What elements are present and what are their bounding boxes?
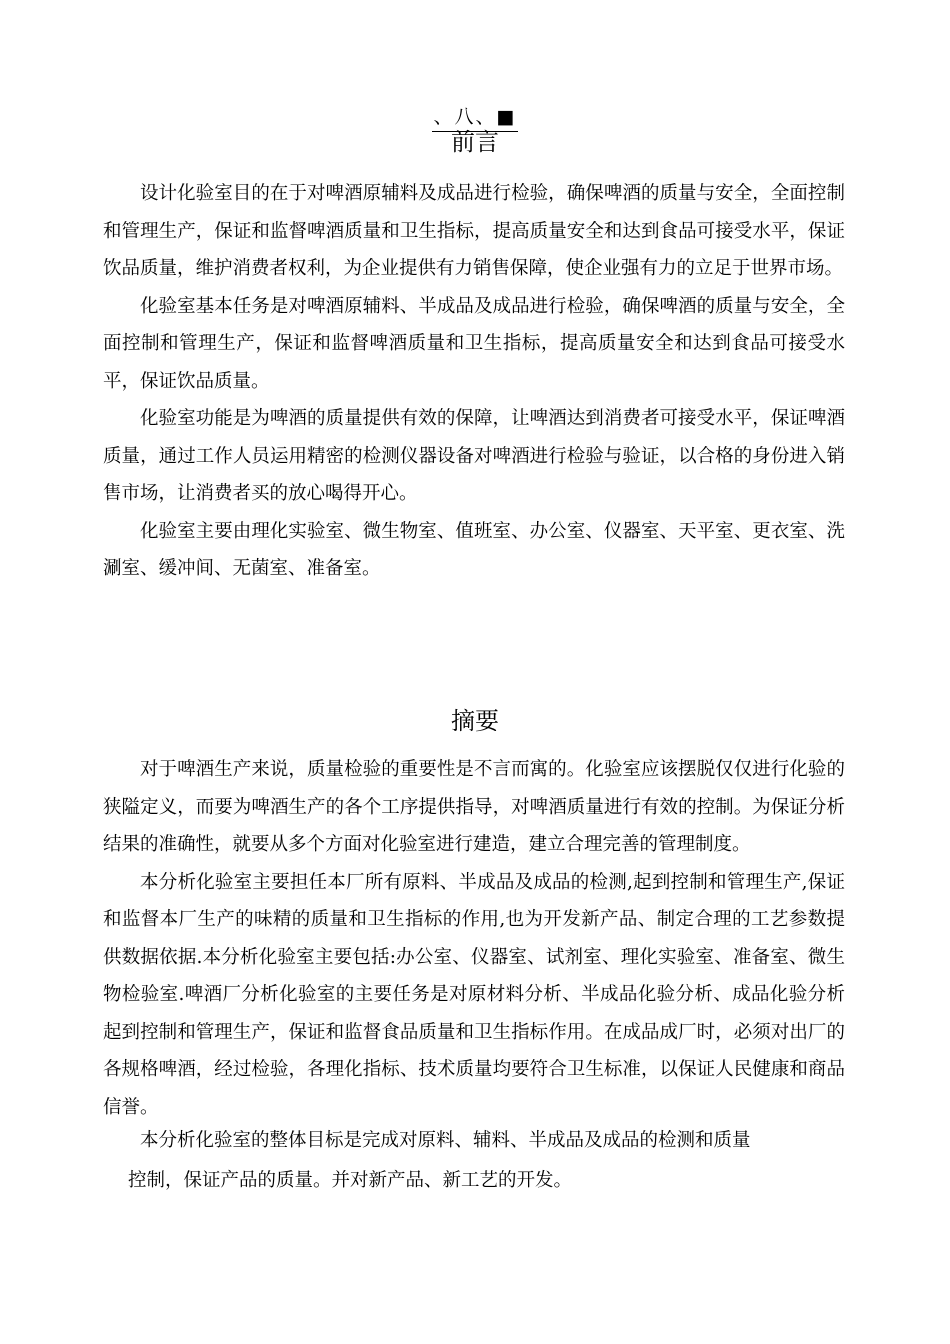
preface-paragraph-2: 化验室基本任务是对啤酒原辅料、半成品及成品进行检验，确保啤酒的质量与安全，全面控制和管理生产，保证和监督啤酒质量和卫生指标，提高质量安全和达到食品可接受水平，保证饮品质量。 bbox=[103, 295, 845, 392]
abstract-final-paragraph-line-1: 本分析化验室的整体目标是完成对原料、辅料、半成品及成品的检测和质量 bbox=[140, 1130, 751, 1151]
header-mark-text: 、八、■ bbox=[432, 104, 519, 132]
preface-paragraph-4: 化验室主要由理化实验室、微生物室、值班室、办公室、仪器室、天平室、更衣室、洗涮室、缓冲间、无菌室、准备室。 bbox=[103, 520, 845, 579]
abstract-paragraph-1: 对于啤酒生产来说，质量检验的重要性是不言而寓的。化验室应该摆脱仅仅进行化验的狭隘定义，而要为啤酒生产的各个工序提供指导，对啤酒质量进行有效的控制。为保证分析结果的准确性，就要从多个方面对化验室进行建造，建立合理完善的管理制度。 bbox=[103, 759, 845, 855]
preface-paragraph-3: 化验室功能是为啤酒的质量提供有效的保障，让啤酒达到消费者可接受水平，保证啤酒质量，通过工作人员运用精密的检测仪器设备对啤酒进行检验与验证，以合格的身份进入销售市场，让消费者买的放心喝得开心。 bbox=[103, 408, 845, 504]
preface-paragraph-1: 设计化验室目的在于对啤酒原辅料及成品进行检验，确保啤酒的质量与安全，全面控制和管理生产，保证和监督啤酒质量和卫生指标，提高质量安全和达到食品可接受水平，保证饮品质量，维护消费者权利，为企业提供有力销售保障，使企业强有力的立足于世界市场。 bbox=[103, 183, 845, 279]
abstract-paragraph-2: 本分析化验室主要担任本厂所有原料、半成品及成品的检测,起到控制和管理生产,保证和监督本厂生产的味精的质量和卫生指标的作用,也为开发新产品、制定合理的工艺参数提供数据依据.本分析化验室主要包括:办公室、仪器室、试剂室、理化实验室、准备室、微生物检验室.啤酒厂分析化验室的主要任务是对原材料分析、半成品化验分析、成品化验分析起到控制和管理生产，保证和监督食品质量和卫生指标作用。在成品成厂时，必须对出厂的各规格啤酒，经过检验，各理化指标、技术质量均要符合卫生标准，以保证人民健康和商品信誉。 bbox=[103, 871, 845, 1118]
abstract-body bbox=[103, 751, 845, 1126]
abstract-final-paragraph-line-2: 控制，保证产品的质量。并对新产品、新工艺的开发。 bbox=[128, 1170, 573, 1191]
preface-body bbox=[103, 175, 845, 588]
preface-title: 前言 bbox=[451, 128, 499, 156]
abstract-title: 摘要 bbox=[451, 707, 499, 735]
